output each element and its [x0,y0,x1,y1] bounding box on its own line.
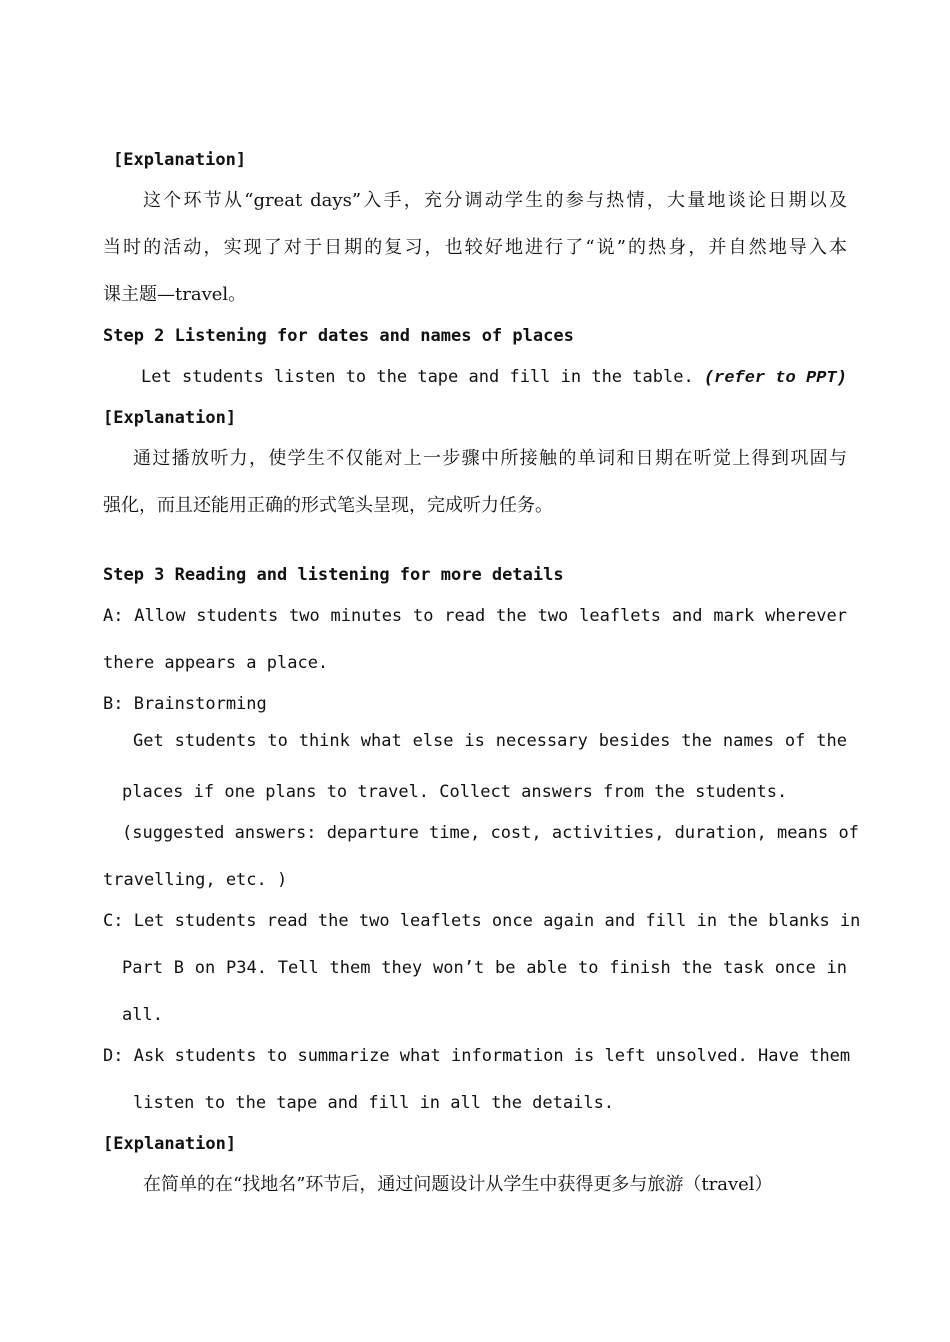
step-2-instruction-text: Let students listen to the tape and fill in the table. [141,367,694,387]
explanation-3-line-1: 在简单的在“找地名”环节后，通过问题设计从学生中获得更多与旅游（travel） [143,1174,773,1195]
step-3-b-line-1: Get students to think what else is necessary besides the names of the [133,731,847,751]
step-3-a-line-1: A: Allow students two minutes to read the two leaflets and mark wherever [103,606,847,626]
step-3-title: Step 3 Reading and listening for more details [103,565,564,585]
explanation-heading-2: [Explanation] [103,408,237,428]
explanation-2-line-1: 通过播放听力，使学生不仅能对上一步骤中所接触的单词和日期在听觉上得到巩固与 [133,448,847,469]
explanation-2-line-2: 强化，而且还能用正确的形式笔头呈现，完成听力任务。 [103,495,553,516]
step-3-b-title: B: Brainstorming [103,694,267,714]
refer-to-ppt-note: (refer to PPT) [703,369,847,388]
explanation-1-line-2: 当时的活动，实现了对于日期的复习，也较好地进行了“说”的热身，并自然地导入本 [103,237,847,258]
step-3-c-line-3: all. [122,1005,163,1025]
step-2-title: Step 2 Listening for dates and names of places [103,326,574,346]
step-3-c-line-1: C: Let students read the two leaflets once again and fill in the blanks in [103,911,861,931]
step-3-a-line-2: there appears a place. [103,653,329,673]
step-3-d-line-2: listen to the tape and fill in all the details. [133,1093,615,1113]
explanation-1-line-3: 课主题—travel。 [103,284,247,305]
step-3-b-line-4: travelling, etc. ) [103,870,288,890]
step-3-c-line-2: Part B on P34. Tell them they won’t be able to finish the task once in [122,958,847,978]
explanation-1-line-1: 这个环节从“great days”入手，充分调动学生的参与热情，大量地谈论日期以及 [143,190,847,211]
step-3-d-line-1: D: Ask students to summarize what information is left unsolved. Have them [103,1046,851,1066]
step-2-instruction [141,366,847,390]
step-3-b-line-2: places if one plans to travel. Collect answers from the students. [122,782,788,802]
explanation-heading-1: [Explanation] [113,150,247,170]
explanation-heading-3: [Explanation] [103,1134,237,1154]
step-3-b-line-3: (suggested answers: departure time, cost, activities, duration, means of [122,823,859,843]
